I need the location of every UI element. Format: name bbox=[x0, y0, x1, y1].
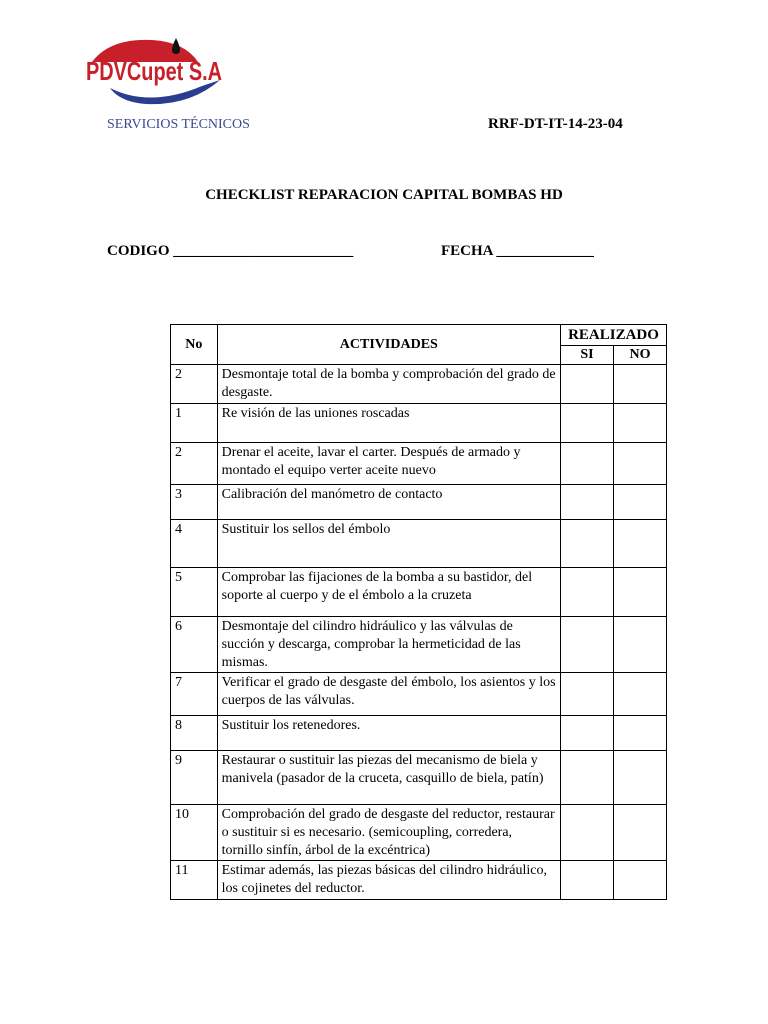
table-row bbox=[171, 485, 667, 520]
row-activity: Desmontaje del cilindro hidráulico y las válvulas de succión y descarga, comprobar la hermeticidad de las mismas. bbox=[217, 617, 560, 673]
fecha-field: FECHA _____________ bbox=[441, 243, 594, 259]
si-checkbox-cell[interactable] bbox=[561, 568, 614, 617]
row-number: 2 bbox=[171, 365, 218, 404]
row-activity: Comprobar las fijaciones de la bomba a su bastidor, del soporte al cuerpo y de el émbolo a la cruzeta bbox=[217, 568, 560, 617]
document-reference: RRF-DT-IT-14-23-04 bbox=[488, 116, 623, 132]
table-row bbox=[171, 520, 667, 568]
si-checkbox-cell[interactable] bbox=[561, 617, 614, 673]
no-checkbox-cell[interactable] bbox=[613, 617, 666, 673]
si-checkbox-cell[interactable] bbox=[561, 861, 614, 900]
table-row bbox=[171, 568, 667, 617]
no-checkbox-cell[interactable] bbox=[613, 673, 666, 716]
row-number: 6 bbox=[171, 617, 218, 673]
table-row bbox=[171, 617, 667, 673]
header-no-answer: NO bbox=[613, 346, 666, 365]
row-activity: Calibración del manómetro de contacto bbox=[217, 485, 560, 520]
table-row bbox=[171, 751, 667, 805]
si-checkbox-cell[interactable] bbox=[561, 365, 614, 404]
row-number: 9 bbox=[171, 751, 218, 805]
header-done: REALIZADO bbox=[561, 325, 667, 346]
no-checkbox-cell[interactable] bbox=[613, 568, 666, 617]
no-checkbox-cell[interactable] bbox=[613, 520, 666, 568]
no-checkbox-cell[interactable] bbox=[613, 365, 666, 404]
si-checkbox-cell[interactable] bbox=[561, 673, 614, 716]
codigo-field: CODIGO ________________________ bbox=[107, 243, 354, 259]
row-activity: Verificar el grado de desgaste del émbolo, los asientos y los cuerpos de las válvulas. bbox=[217, 673, 560, 716]
row-activity: Desmontaje total de la bomba y comprobación del grado de desgaste. bbox=[217, 365, 560, 404]
no-checkbox-cell[interactable] bbox=[613, 485, 666, 520]
si-checkbox-cell[interactable] bbox=[561, 805, 614, 861]
table-row bbox=[171, 861, 667, 900]
si-checkbox-cell[interactable] bbox=[561, 443, 614, 485]
row-number: 5 bbox=[171, 568, 218, 617]
si-checkbox-cell[interactable] bbox=[561, 404, 614, 443]
table-row bbox=[171, 365, 667, 404]
table-row bbox=[171, 673, 667, 716]
table-row bbox=[171, 805, 667, 861]
row-activity: Sustituir los sellos del émbolo bbox=[217, 520, 560, 568]
department-label: SERVICIOS TÉCNICOS bbox=[107, 117, 250, 132]
checklist-table bbox=[170, 324, 667, 900]
company-logo bbox=[80, 36, 230, 106]
no-checkbox-cell[interactable] bbox=[613, 404, 666, 443]
row-number: 4 bbox=[171, 520, 218, 568]
row-activity: Restaurar o sustituir las piezas del mecanismo de biela y manivela (pasador de la cruceta, casquillo de biela, patín) bbox=[217, 751, 560, 805]
no-checkbox-cell[interactable] bbox=[613, 805, 666, 861]
row-number: 8 bbox=[171, 716, 218, 751]
header-no: No bbox=[171, 325, 218, 365]
row-number: 2 bbox=[171, 443, 218, 485]
row-number: 7 bbox=[171, 673, 218, 716]
row-activity: Re visión de las uniones roscadas bbox=[217, 404, 560, 443]
si-checkbox-cell[interactable] bbox=[561, 751, 614, 805]
row-number: 1 bbox=[171, 404, 218, 443]
oil-drop-icon bbox=[172, 38, 180, 54]
row-activity: Comprobación del grado de desgaste del reductor, restaurar o sustituir si es necesario. (semicoupling, corredera, tornillo sinfín, árbol de la excéntrica) bbox=[217, 805, 560, 861]
si-checkbox-cell[interactable] bbox=[561, 716, 614, 751]
table-row bbox=[171, 404, 667, 443]
si-checkbox-cell[interactable] bbox=[561, 520, 614, 568]
table-row bbox=[171, 716, 667, 751]
row-activity: Sustituir los retenedores. bbox=[217, 716, 560, 751]
no-checkbox-cell[interactable] bbox=[613, 716, 666, 751]
no-checkbox-cell[interactable] bbox=[613, 751, 666, 805]
table-row bbox=[171, 443, 667, 485]
logo-text: PDVCupet S.A bbox=[86, 56, 223, 86]
no-checkbox-cell[interactable] bbox=[613, 443, 666, 485]
header-si: SI bbox=[561, 346, 614, 365]
row-number: 11 bbox=[171, 861, 218, 900]
row-number: 3 bbox=[171, 485, 218, 520]
document-title: CHECKLIST REPARACION CAPITAL BOMBAS HD bbox=[205, 187, 563, 203]
si-checkbox-cell[interactable] bbox=[561, 485, 614, 520]
row-activity: Estimar además, las piezas básicas del cilindro hidráulico, los cojinetes del reductor. bbox=[217, 861, 560, 900]
no-checkbox-cell[interactable] bbox=[613, 861, 666, 900]
row-activity: Drenar el aceite, lavar el carter. Después de armado y montado el equipo verter aceite nuevo bbox=[217, 443, 560, 485]
row-number: 10 bbox=[171, 805, 218, 861]
header-activities: ACTIVIDADES bbox=[217, 325, 560, 365]
